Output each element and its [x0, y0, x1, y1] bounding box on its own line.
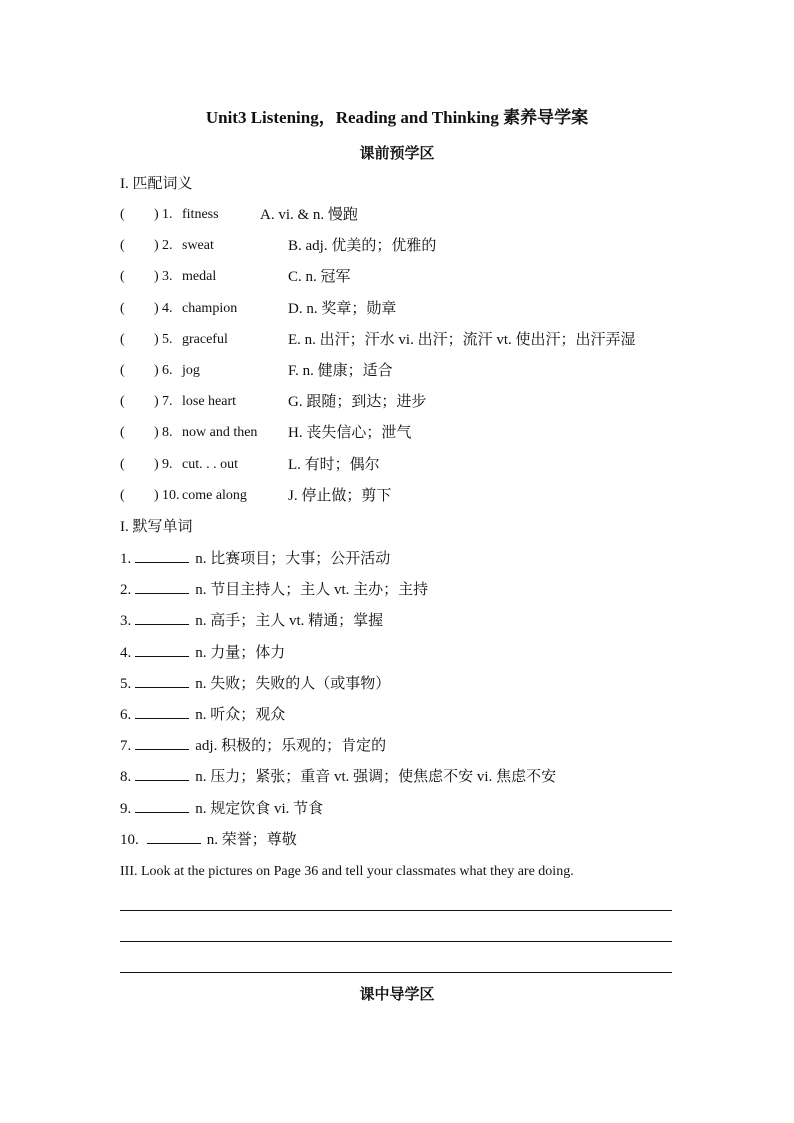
fill-in-row — [120, 642, 680, 664]
item-number: 2. — [120, 582, 132, 599]
section-instruction-pictures: III. Look at the pictures on Page 36 and tell your classmates what they are doing. — [120, 864, 574, 879]
fill-in-row — [120, 579, 680, 601]
item-number: 10. — [162, 487, 180, 503]
matching-row — [120, 485, 680, 507]
answer-blank[interactable] — [135, 642, 189, 657]
definition-option: B. adj. 优美的；优雅的 — [288, 238, 437, 255]
item-number: 1. — [120, 551, 132, 567]
answer-paren-open[interactable]: ( — [120, 238, 125, 254]
answer-line[interactable] — [120, 972, 672, 973]
matching-row — [120, 204, 680, 226]
answer-blank[interactable] — [135, 673, 189, 688]
answer-paren-close: ) — [154, 363, 159, 378]
definition-text: n. 比赛项目；大事；公开活动 — [195, 551, 391, 567]
answer-paren-close: ) — [154, 425, 159, 441]
section-title-pre-study: 课前预学区 — [359, 146, 435, 162]
definition-option: A. vi. & n. 慢跑 — [260, 207, 358, 223]
fill-in-row — [120, 798, 680, 820]
item-number: 4. — [162, 300, 173, 316]
definition-text: n. 荣誉；尊敬 — [206, 831, 297, 848]
answer-paren-open[interactable]: ( — [120, 425, 125, 441]
answer-paren-open[interactable]: ( — [120, 331, 125, 347]
fill-in-row — [120, 548, 680, 570]
item-number: 9. — [120, 800, 132, 817]
answer-paren-close: ) — [154, 207, 159, 222]
answer-paren-close: ) — [154, 238, 159, 254]
section-title-in-class: 课中导学区 — [359, 987, 435, 1003]
answer-blank[interactable] — [135, 798, 189, 813]
answer-blank[interactable] — [135, 610, 189, 625]
item-number: 7. — [120, 738, 132, 755]
item-number: 3. — [162, 269, 173, 285]
item-number: 6. — [120, 707, 132, 723]
answer-paren-open[interactable]: ( — [120, 269, 125, 285]
fill-in-row — [120, 673, 680, 695]
item-number: 4. — [120, 644, 132, 661]
answer-blank[interactable] — [135, 579, 189, 594]
answer-paren-open[interactable]: ( — [120, 207, 125, 222]
vocab-word: medal — [182, 269, 217, 285]
answer-paren-open[interactable]: ( — [120, 456, 125, 472]
definition-text: n. 节目主持人；主人 vt. 主办；主持 — [195, 582, 429, 599]
answer-paren-open[interactable]: ( — [120, 394, 125, 410]
item-number: 3. — [120, 613, 132, 630]
fill-in-row — [120, 610, 680, 632]
matching-row — [120, 266, 680, 288]
matching-row — [120, 360, 680, 382]
definition-option: H. 丧失信心；泄气 — [288, 425, 412, 442]
definition-text: n. 规定饮食 vi. 节食 — [195, 800, 324, 817]
definition-text: n. 高手；主人 vt. 精通；掌握 — [195, 613, 384, 630]
matching-row — [120, 422, 680, 444]
definition-option: L. 有时；偶尔 — [288, 456, 380, 473]
vocab-word: champion — [182, 300, 238, 316]
answer-line[interactable] — [120, 910, 672, 911]
vocab-word: jog — [182, 363, 200, 378]
answer-paren-open[interactable]: ( — [120, 487, 125, 503]
section-heading-dictation: I. 默写单词 — [120, 519, 193, 535]
definition-text: adj. 积极的；乐观的；肯定的 — [195, 738, 387, 755]
answer-paren-open[interactable]: ( — [120, 363, 125, 378]
vocab-word: cut. . . out — [182, 456, 238, 472]
item-number: 2. — [162, 238, 173, 254]
answer-paren-close: ) — [154, 331, 159, 347]
definition-option: G. 跟随；到达；进步 — [288, 394, 427, 411]
answer-blank[interactable] — [135, 735, 189, 750]
vocab-word: now and then — [182, 425, 258, 441]
definition-option: E. n. 出汗；汗水 vi. 出汗；流汗 vt. 使出汗；出汗弄湿 — [288, 331, 636, 348]
matching-row — [120, 454, 680, 476]
fill-in-row — [120, 735, 680, 757]
definition-option: J. 停止做；剪下 — [288, 487, 392, 504]
item-number: 7. — [162, 394, 173, 410]
answer-paren-close: ) — [154, 487, 159, 503]
answer-line[interactable] — [120, 941, 672, 942]
definition-option: D. n. 奖章；勋章 — [288, 300, 397, 317]
fill-in-row — [120, 704, 680, 726]
item-number: 6. — [162, 363, 173, 378]
answer-paren-close: ) — [154, 394, 159, 410]
section-heading-matching: I. 匹配词义 — [120, 176, 193, 192]
answer-blank[interactable] — [135, 548, 189, 563]
vocab-word: graceful — [182, 331, 228, 347]
answer-paren-close: ) — [154, 269, 159, 285]
matching-row — [120, 329, 680, 351]
definition-text: n. 失败；失败的人（或事物） — [195, 675, 391, 692]
answer-paren-close: ) — [154, 300, 159, 316]
vocab-word: fitness — [182, 207, 219, 222]
fill-in-row — [120, 829, 680, 851]
item-number: 10. — [120, 831, 139, 848]
page-title: Unit3 Listening，Reading and Thinking 素养导学案 — [205, 108, 589, 127]
item-number: 5. — [120, 675, 132, 692]
item-number: 8. — [120, 769, 132, 786]
item-number: 9. — [162, 456, 173, 472]
answer-blank[interactable] — [147, 829, 201, 844]
item-number: 1. — [162, 207, 173, 222]
matching-row — [120, 298, 680, 320]
definition-option: C. n. 冠军 — [288, 269, 351, 286]
definition-option: F. n. 健康；适合 — [288, 363, 393, 379]
item-number: 8. — [162, 425, 173, 441]
matching-row — [120, 391, 680, 413]
vocab-word: sweat — [182, 238, 214, 254]
answer-blank[interactable] — [135, 766, 189, 781]
vocab-word: lose heart — [182, 394, 237, 410]
definition-text: n. 力量；体力 — [195, 644, 286, 661]
definition-text: n. 听众；观众 — [195, 707, 286, 723]
matching-row — [120, 235, 680, 257]
fill-in-row — [120, 766, 680, 788]
item-number: 5. — [162, 331, 173, 347]
vocab-word: come along — [182, 487, 247, 503]
answer-paren-close: ) — [154, 456, 159, 472]
answer-blank[interactable] — [135, 704, 189, 719]
answer-paren-open[interactable]: ( — [120, 300, 125, 316]
definition-text: n. 压力；紧张；重音 vt. 强调；使焦虑不安 vi. 焦虑不安 — [195, 769, 557, 786]
